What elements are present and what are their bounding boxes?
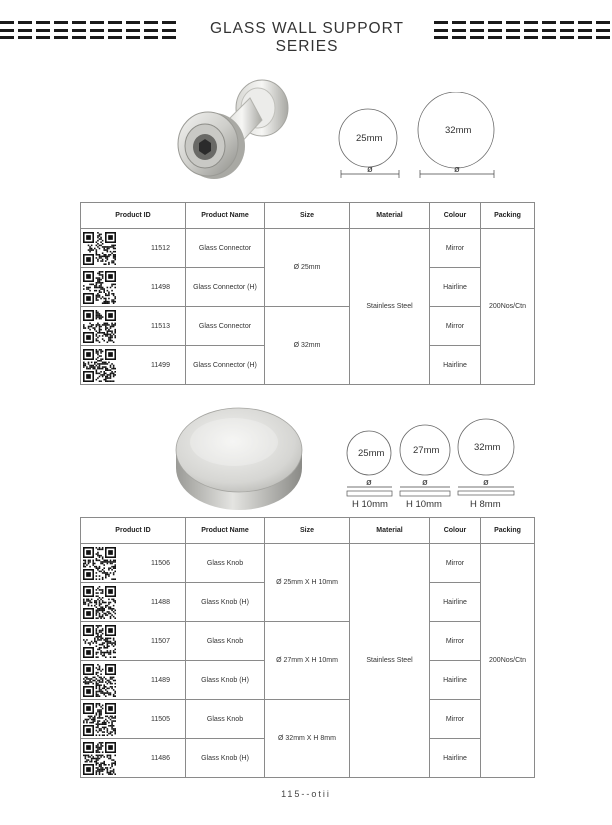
- product-id: 11498: [151, 283, 170, 291]
- diameter-symbol: ø: [366, 477, 372, 488]
- product-id: 11506: [151, 559, 170, 567]
- table-row: [81, 307, 535, 346]
- column-header: Colour: [430, 518, 481, 544]
- column-header: Colour: [430, 203, 481, 229]
- colour: Mirror: [430, 544, 481, 583]
- page-number: 115--otii: [281, 789, 331, 799]
- product-id: 11486: [151, 754, 170, 762]
- product-name: Glass Connector: [186, 229, 265, 268]
- column-header: Product ID: [81, 518, 186, 544]
- colour: Hairline: [430, 583, 481, 622]
- size: Ø 25mm X H 10mm: [265, 544, 350, 622]
- dim-label-32: 32mm: [474, 442, 501, 453]
- colour: Mirror: [430, 622, 481, 661]
- product-name: Glass Knob (H): [186, 583, 265, 622]
- product-id: 11507: [151, 637, 170, 645]
- diameter-symbol: ø: [454, 164, 460, 175]
- dim-label-27: 27mm: [413, 445, 440, 456]
- dim-label-32: 32mm: [445, 125, 472, 136]
- product-name: Glass Connector: [186, 307, 265, 346]
- column-header: Packing: [481, 203, 535, 229]
- colour: Hairline: [430, 739, 481, 778]
- size: Ø 32mm X H 8mm: [265, 700, 350, 778]
- qr-code: [83, 625, 116, 658]
- dim-label-25: 25mm: [358, 448, 385, 459]
- table-row: [81, 622, 535, 661]
- colour: Mirror: [430, 229, 481, 268]
- column-header: Material: [350, 203, 430, 229]
- header-dash-pattern-left: [0, 21, 180, 39]
- height-label: H 8mm: [470, 499, 501, 510]
- height-label: H 10mm: [352, 499, 388, 510]
- glass-knob-table: [80, 517, 535, 778]
- diameter-symbol: ø: [422, 477, 428, 488]
- qr-code: [83, 664, 116, 697]
- size: Ø 27mm X H 10mm: [265, 622, 350, 700]
- table-row: [81, 544, 535, 583]
- size: Ø 32mm: [265, 307, 350, 385]
- height-label: H 10mm: [406, 499, 442, 510]
- qr-code: [83, 586, 116, 619]
- product-id: 11499: [151, 361, 170, 369]
- table-row: [81, 700, 535, 739]
- header-dash-pattern-right: [434, 21, 612, 39]
- column-header: Product Name: [186, 518, 265, 544]
- product-name: Glass Knob (H): [186, 661, 265, 700]
- knob-dimension-diagram: [342, 416, 522, 512]
- packing: 200Nos/Ctn: [481, 229, 535, 385]
- qr-code: [83, 742, 116, 775]
- qr-code: [83, 349, 116, 382]
- table-row: [81, 229, 535, 268]
- product-id: 11513: [151, 322, 170, 330]
- qr-code: [83, 310, 116, 343]
- column-header: Product ID: [81, 203, 186, 229]
- product-id: 11488: [151, 598, 170, 606]
- dim-label-25: 25mm: [356, 133, 383, 144]
- glass-knob-photo: [170, 398, 310, 513]
- column-header: Size: [265, 518, 350, 544]
- table-header-row: [81, 203, 535, 229]
- product-name: Glass Knob: [186, 544, 265, 583]
- colour: Hairline: [430, 661, 481, 700]
- table-header-row: [81, 518, 535, 544]
- diameter-symbol: ø: [483, 477, 489, 488]
- product-name: Glass Connector (H): [186, 268, 265, 307]
- colour: Mirror: [430, 307, 481, 346]
- qr-code: [83, 703, 116, 736]
- colour: Mirror: [430, 700, 481, 739]
- material: Stainless Steel: [350, 229, 430, 385]
- column-header: Size: [265, 203, 350, 229]
- product-id: 11505: [151, 715, 170, 723]
- product-id: 11512: [151, 244, 170, 252]
- colour: Hairline: [430, 346, 481, 385]
- packing: 200Nos/Ctn: [481, 544, 535, 778]
- series-title: GLASS WALL SUPPORT SERIES: [209, 20, 404, 55]
- product-name: Glass Connector (H): [186, 346, 265, 385]
- colour: Hairline: [430, 268, 481, 307]
- page-header: [0, 18, 612, 55]
- qr-code: [83, 547, 116, 580]
- product-name: Glass Knob: [186, 700, 265, 739]
- column-header: Product Name: [186, 203, 265, 229]
- qr-code: [83, 271, 116, 304]
- glass-connector-table: [80, 202, 535, 385]
- product-name: Glass Knob (H): [186, 739, 265, 778]
- diameter-symbol: ø: [367, 164, 373, 175]
- column-header: Material: [350, 518, 430, 544]
- column-header: Packing: [481, 518, 535, 544]
- qr-code: [83, 232, 116, 265]
- glass-connector-photo: [170, 76, 305, 186]
- product-name: Glass Knob: [186, 622, 265, 661]
- product-id: 11489: [151, 676, 170, 684]
- size: Ø 25mm: [265, 229, 350, 307]
- connector-dimension-diagram: [338, 92, 498, 184]
- material: Stainless Steel: [350, 544, 430, 778]
